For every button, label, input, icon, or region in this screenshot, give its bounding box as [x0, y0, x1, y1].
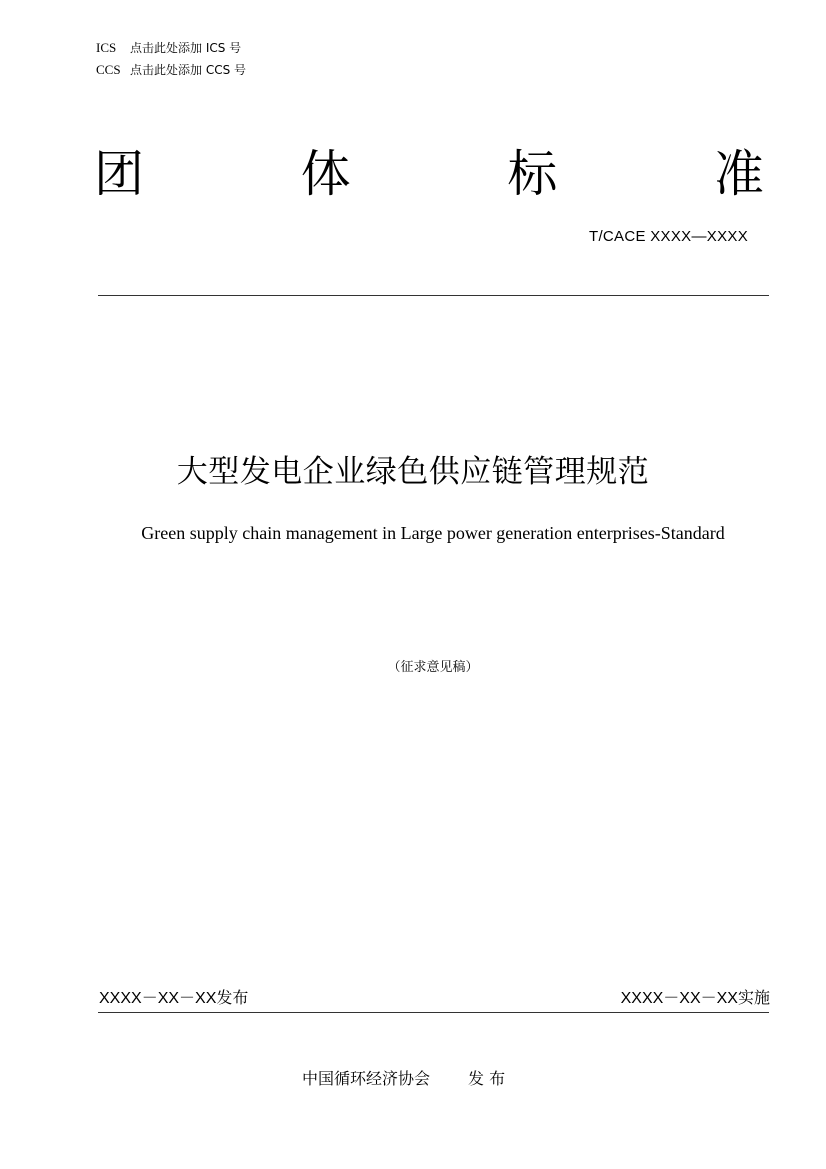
document-type-heading — [94, 142, 764, 206]
implement-date — [621, 987, 770, 1010]
publish-date-value: XXXX－XX－XX — [99, 990, 217, 1007]
doc-type-char: 体 — [300, 145, 351, 203]
ics-label: ICS — [96, 40, 117, 55]
ccs-line — [96, 62, 246, 78]
title-english: Green supply chain management in Large power generation enterprises-Standard — [141, 523, 725, 543]
ics-line — [96, 40, 241, 56]
ccs-label: CCS — [96, 62, 121, 77]
document-number: T/CACE XXXX—XXXX — [588, 228, 748, 245]
publisher-name: 中国循环经济协会 — [302, 1069, 431, 1088]
title-chinese: 大型发电企业绿色供应链管理规范 — [176, 454, 650, 490]
ics-placeholder[interactable]: 点击此处添加 ICS 号 — [130, 41, 242, 55]
ccs-placeholder[interactable]: 点击此处添加 CCS 号 — [130, 63, 247, 77]
bottom-divider — [98, 1012, 769, 1013]
implement-date-label: 实施 — [737, 988, 770, 1007]
top-divider — [98, 295, 769, 296]
draft-status: （征求意见稿） — [387, 660, 479, 675]
doc-type-char: 团 — [94, 145, 144, 203]
doc-type-char: 标 — [507, 145, 558, 203]
publish-date — [99, 987, 248, 1010]
doc-type-char: 准 — [713, 145, 764, 203]
implement-date-value: XXXX－XX－XX — [620, 990, 738, 1007]
publisher-line — [302, 1068, 505, 1090]
publish-date-label: 发布 — [216, 988, 249, 1007]
publisher-action: 发 布 — [468, 1069, 506, 1088]
